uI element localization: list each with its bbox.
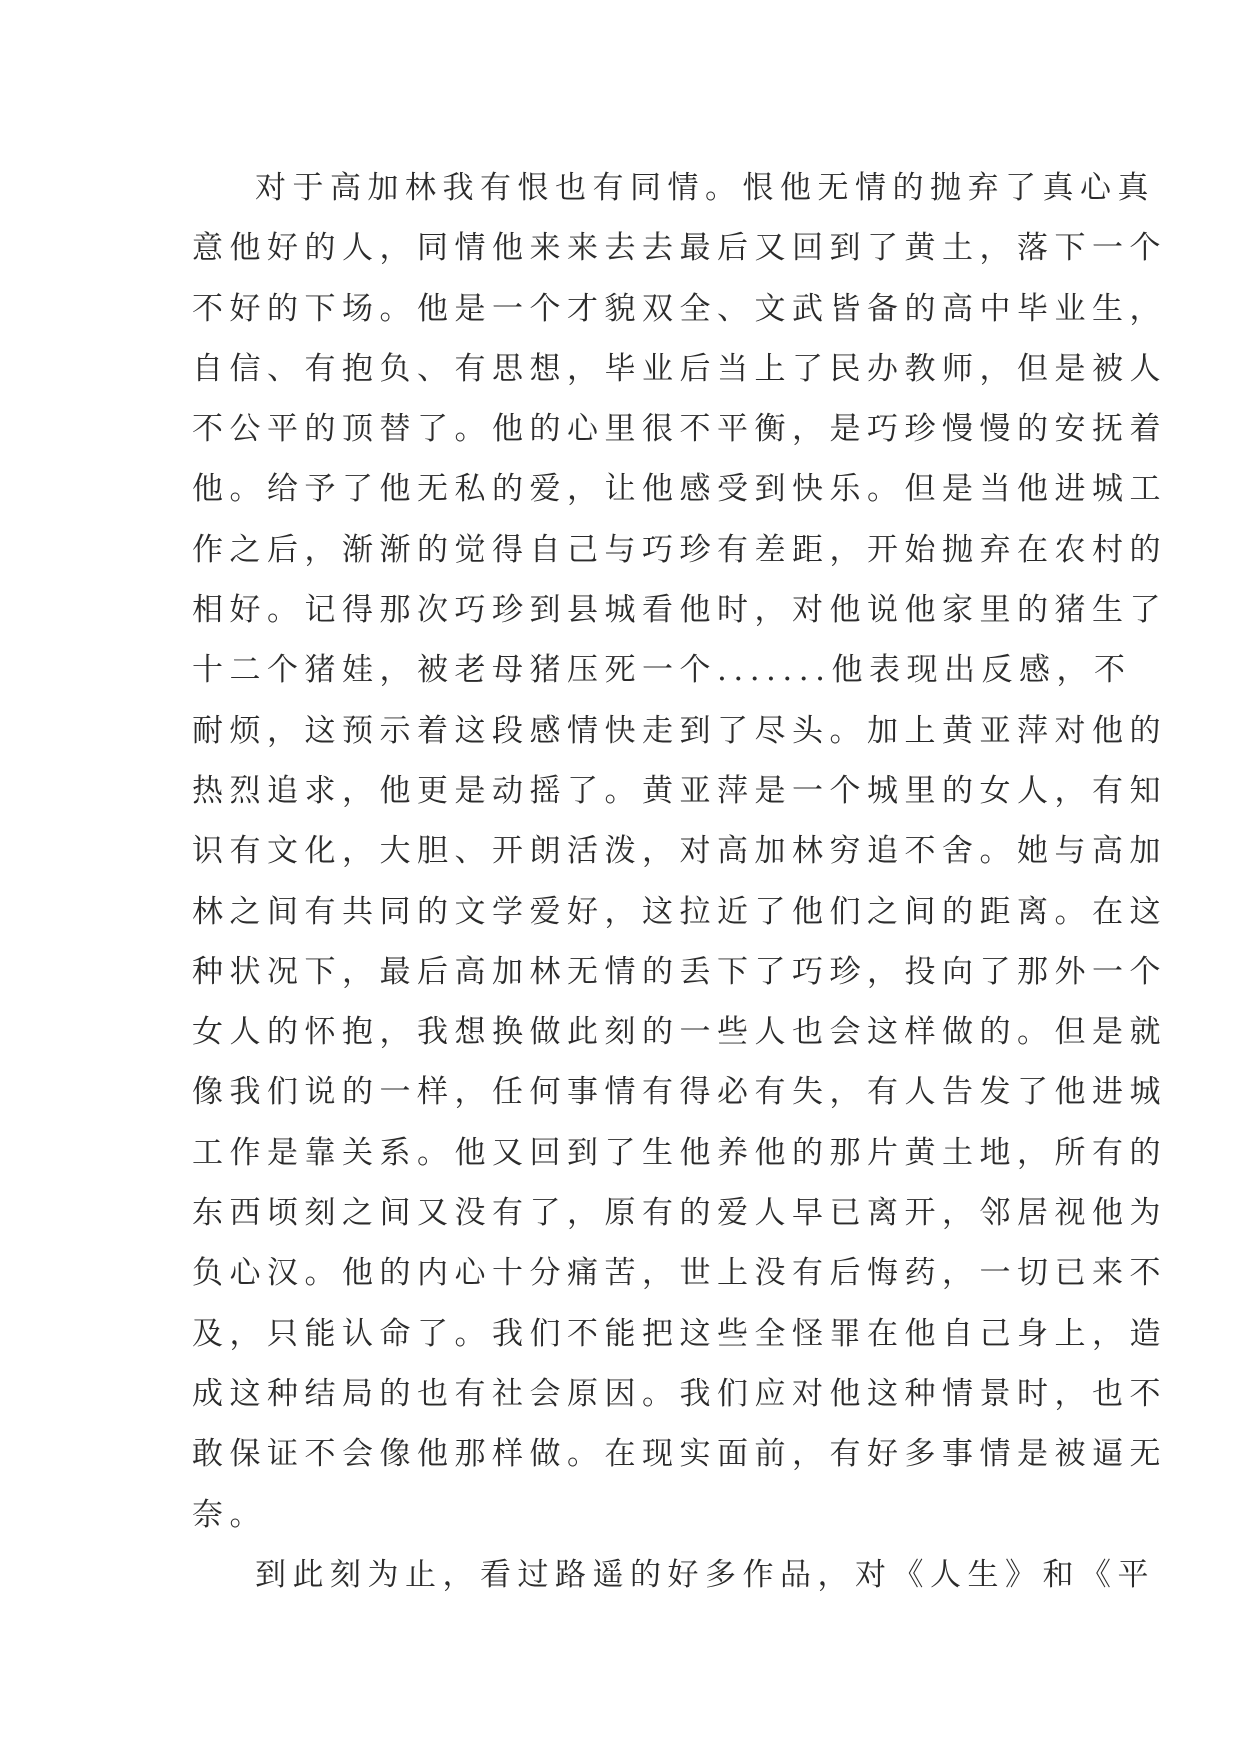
paragraph-line: 女人的怀抱，我想换做此刻的一些人也会这样做的。但是就 <box>192 1014 1167 1051</box>
paragraph-line: 及，只能认命了。我们不能把这些全怪罪在他自己身上，造 <box>192 1315 1167 1352</box>
paragraph-line: 林之间有共同的文学爱好，这拉近了他们之间的距离。在这 <box>192 893 1167 930</box>
paragraph-line: 不公平的顶替了。他的心里很不平衡，是巧珍慢慢的安抚着 <box>192 411 1167 448</box>
paragraph-line: 像我们说的一样，任何事情有得必有失，有人告发了他进城 <box>192 1074 1167 1111</box>
paragraph-line: 敢保证不会像他那样做。在现实面前，有好多事情是被逼无 <box>192 1436 1167 1473</box>
paragraph-line: 到此刻为止，看过路遥的好多作品，对《人生》和《平 <box>255 1556 1155 1593</box>
paragraph-line: 十二个猪娃，被老母猪压死一个.......他表现出反感，不 <box>192 652 1132 689</box>
paragraph-line: 对于高加林我有恨也有同情。恨他无情的抛弃了真心真 <box>255 170 1155 206</box>
paragraph-2 <box>192 1545 1155 1605</box>
paragraph-line: 热烈追求，他更是动摇了。黄亚萍是一个城里的女人，有知 <box>192 772 1167 809</box>
paragraph-line: 他。给予了他无私的爱，让他感受到快乐。但是当他进城工 <box>192 471 1167 508</box>
paragraph-line: 东西顷刻之间又没有了，原有的爱人早已离开，邻居视他为 <box>192 1195 1167 1232</box>
paragraph-line: 相好。记得那次巧珍到县城看他时，对他说他家里的猪生了 <box>192 592 1167 629</box>
paragraph-line: 耐烦，这预示着这段感情快走到了尽头。加上黄亚萍对他的 <box>192 712 1167 749</box>
paragraph-1 <box>192 158 1167 1545</box>
paragraph-line: 作之后，渐渐的觉得自己与巧珍有差距，开始抛弃在农村的 <box>192 531 1167 568</box>
body-text <box>192 158 1167 1605</box>
paragraph-line: 负心汉。他的内心十分痛苦，世上没有后悔药，一切已来不 <box>192 1255 1167 1292</box>
paragraph-line: 识有文化，大胆、开朗活泼，对高加林穷追不舍。她与高加 <box>192 833 1167 870</box>
paragraph-line: 奈。 <box>192 1496 267 1533</box>
paragraph-line: 意他好的人，同情他来来去去最后又回到了黄土，落下一个 <box>192 230 1167 267</box>
paragraph-line: 种状况下，最后高加林无情的丢下了巧珍，投向了那外一个 <box>192 953 1167 990</box>
paragraph-line: 成这种结局的也有社会原因。我们应对他这种情景时，也不 <box>192 1375 1167 1412</box>
paragraph-line: 自信、有抱负、有思想，毕业后当上了民办教师，但是被人 <box>192 350 1167 387</box>
paragraph-line: 不好的下场。他是一个才貌双全、文武皆备的高中毕业生， <box>192 290 1167 327</box>
paragraph-line: 工作是靠关系。他又回到了生他养他的那片黄土地，所有的 <box>192 1134 1167 1171</box>
